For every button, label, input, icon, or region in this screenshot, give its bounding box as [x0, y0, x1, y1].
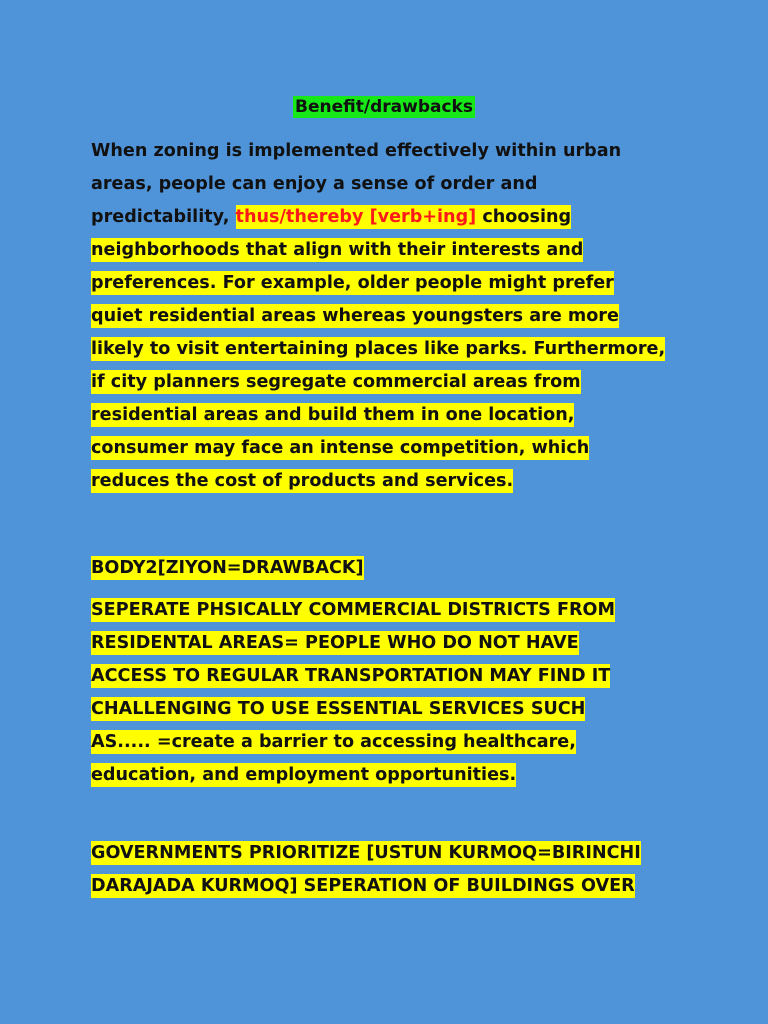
highlighted-text: reduces the cost of products and services.: [91, 471, 514, 491]
page-heading: [0, 94, 768, 120]
highlighted-text: likely to visit entertaining places like parks. Furthermore,: [91, 339, 666, 359]
highlighted-text: SEPERATE PHSICALLY COMMERCIAL DISTRICTS FROM: [91, 600, 615, 620]
body2-heading: [91, 552, 691, 585]
paragraph-line: [91, 267, 691, 300]
highlighted-text: ACCESS TO REGULAR TRANSPORTATION MAY FIND IT: [91, 666, 611, 686]
drawback-paragraph: [91, 594, 691, 792]
paragraph-line: [91, 552, 691, 585]
paragraph-line: [91, 168, 691, 201]
highlighted-text: BODY2[ZIYON=DRAWBACK]: [91, 558, 364, 578]
highlighted-text: AS..... =create a barrier to accessing healthcare,: [91, 732, 576, 752]
grammar-hint: thus/thereby [verb+ing]: [235, 207, 477, 227]
paragraph-line: [91, 627, 691, 660]
highlighted-text: choosing: [476, 207, 572, 227]
paragraph-line: [91, 693, 691, 726]
highlighted-text: DARAJADA KURMOQ] SEPERATION OF BUILDINGS OVER: [91, 876, 635, 896]
paragraph-line: [91, 594, 691, 627]
paragraph-line: [91, 837, 691, 870]
highlighted-text: neighborhoods that align with their interests and: [91, 240, 584, 260]
paragraph-line: [91, 660, 691, 693]
paragraph-line: [91, 399, 691, 432]
highlighted-text: CHALLENGING TO USE ESSENTIAL SERVICES SUCH: [91, 699, 586, 719]
benefit-paragraph: [91, 135, 691, 498]
heading-text: Benefit/drawbacks: [295, 97, 473, 117]
line-text: predictability,: [91, 207, 236, 227]
highlighted-text: education, and employment opportunities.: [91, 765, 517, 785]
paragraph-line: [91, 234, 691, 267]
highlighted-text: if city planners segregate commercial areas from: [91, 372, 581, 392]
line-text: When zoning is implemented effectively within urban: [91, 141, 622, 161]
government-paragraph: [91, 837, 691, 903]
paragraph-line: [91, 759, 691, 792]
paragraph-line: [91, 300, 691, 333]
paragraph-line: [91, 333, 691, 366]
paragraph-line: [91, 726, 691, 759]
line-text: areas, people can enjoy a sense of order and: [91, 174, 538, 194]
paragraph-line: [91, 432, 691, 465]
paragraph-line: [91, 366, 691, 399]
paragraph-line: [91, 201, 691, 234]
highlighted-text: consumer may face an intense competition, which: [91, 438, 590, 458]
paragraph-line: [91, 870, 691, 903]
paragraph-line: [91, 465, 691, 498]
highlighted-text: GOVERNMENTS PRIORITIZE [USTUN KURMOQ=BIRINCHI: [91, 843, 641, 863]
highlighted-text: residential areas and build them in one location,: [91, 405, 575, 425]
highlighted-text: preferences. For example, older people might prefer: [91, 273, 614, 293]
highlighted-text: quiet residential areas whereas youngsters are more: [91, 306, 619, 326]
paragraph-line: [91, 135, 691, 168]
highlighted-text: RESIDENTAL AREAS= PEOPLE WHO DO NOT HAVE: [91, 633, 579, 653]
